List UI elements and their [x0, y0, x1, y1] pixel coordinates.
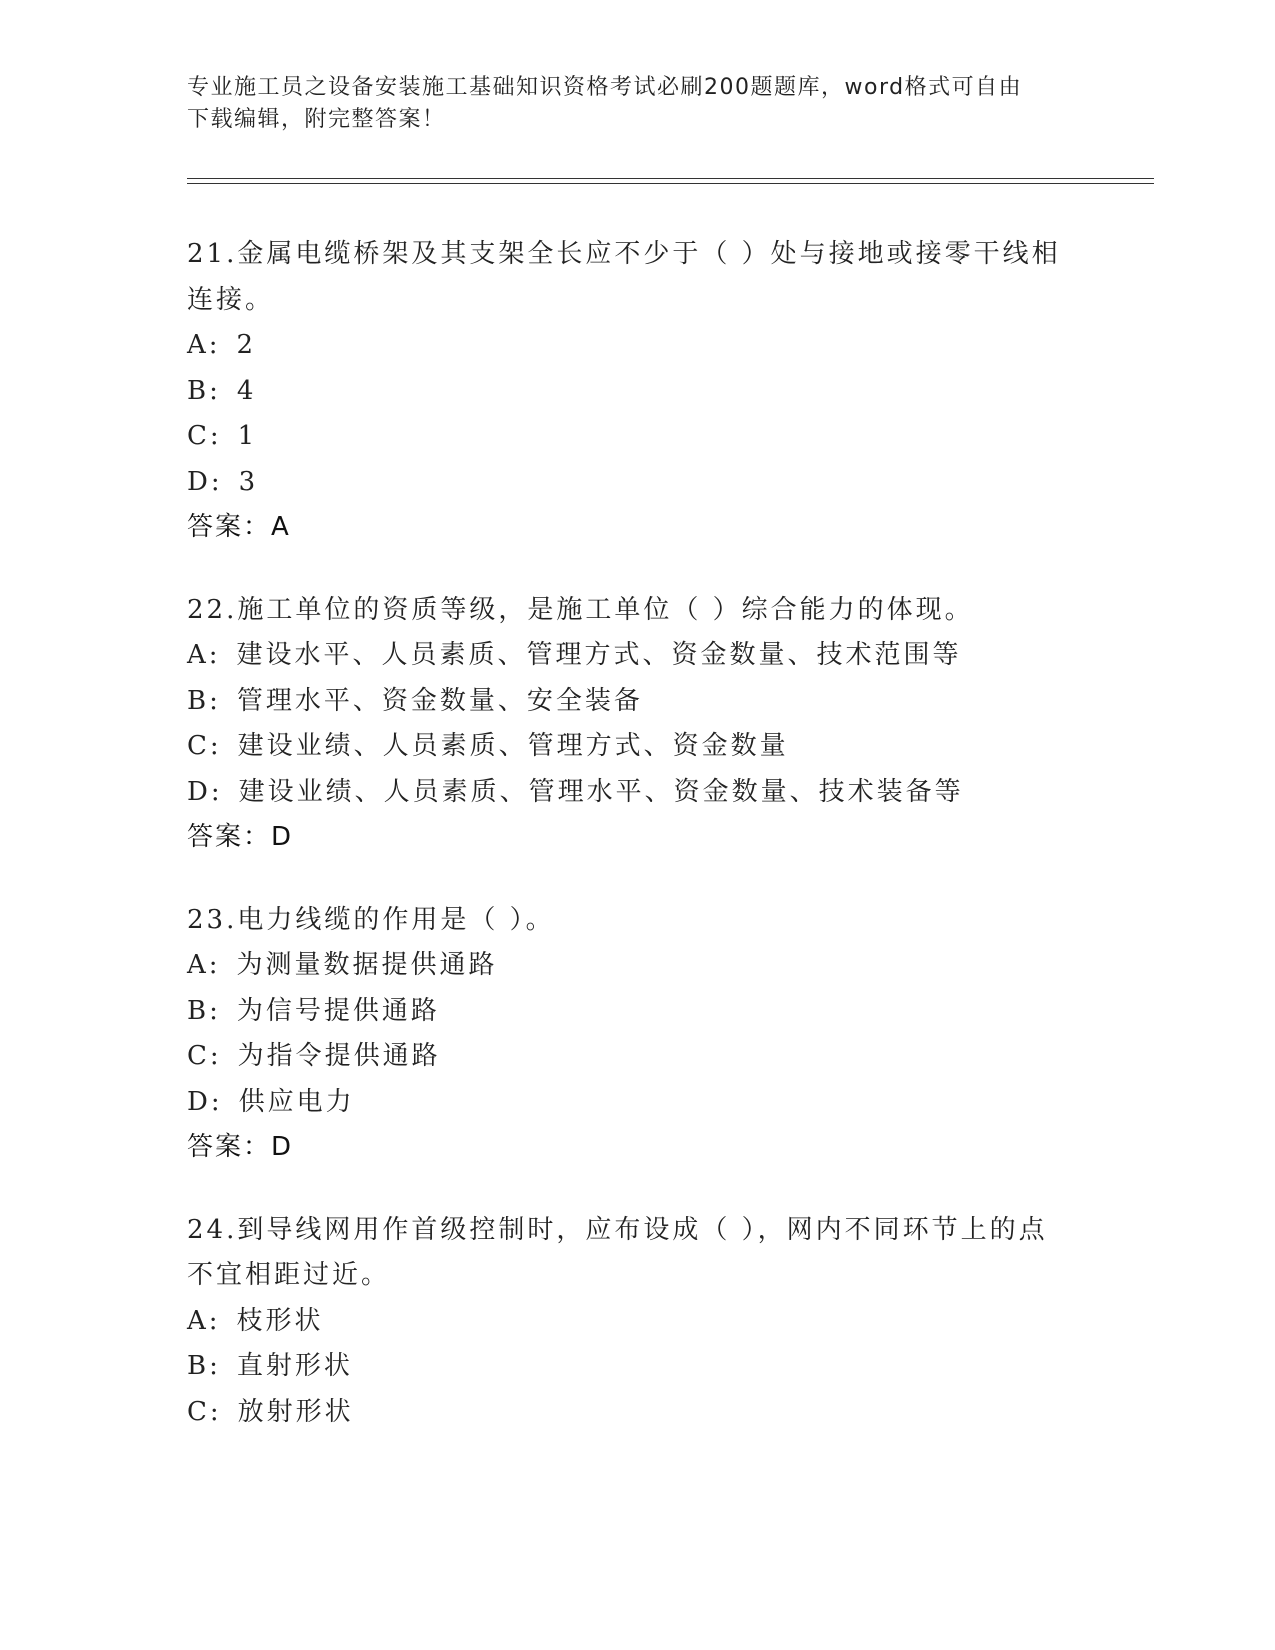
question-23: [187, 898, 1067, 1171]
question-stem-line: 24.到导线网用作首级控制时，应布设成（ ），网内不同环节上的点: [187, 1214, 1048, 1245]
option-text: 2: [236, 330, 257, 360]
option-letter: A:: [187, 1305, 221, 1336]
option-letter: C:: [187, 1396, 222, 1427]
option-text: 直射形状: [236, 1351, 353, 1381]
option-a: [187, 943, 1067, 989]
option-text: 为测量数据提供通路: [236, 950, 498, 980]
option-b: [187, 679, 1067, 725]
option-b: [187, 369, 1067, 415]
option-a: [187, 1299, 1067, 1345]
option-text: 为指令提供通路: [237, 1041, 441, 1071]
option-text: 枝形状: [236, 1305, 324, 1336]
question-list: [187, 232, 1067, 1472]
option-c: [187, 724, 1067, 770]
answer-label: 答案：D: [187, 1132, 294, 1162]
option-letter: C:: [187, 731, 222, 761]
question-stem-line: 21.金属电缆桥架及其支架全长应不少于（ ）处与接地或接零干线相: [187, 239, 1061, 269]
question-21: [187, 232, 1067, 551]
option-text: 建设水平、人员素质、管理方式、资金数量、技术范围等: [236, 640, 962, 670]
option-text: 1: [237, 421, 258, 451]
option-b: [187, 1344, 1067, 1390]
document-header: [187, 72, 1067, 136]
header-title-line-1: 专业施工员之设备安装施工基础知识资格考试必刷200题题库，word格式可自由: [187, 75, 1023, 100]
option-c: [187, 1390, 1067, 1436]
option-d: [187, 1080, 1067, 1126]
option-b: [187, 989, 1067, 1035]
question-stem-line: 不宜相距过近。: [187, 1260, 391, 1290]
option-c: [187, 1034, 1067, 1080]
answer-label: 答案：A: [187, 512, 291, 542]
question-22: [187, 588, 1067, 861]
option-a: [187, 323, 1067, 369]
option-letter: A:: [187, 330, 221, 360]
option-a: [187, 633, 1067, 679]
option-letter: C:: [187, 1041, 222, 1071]
option-d: [187, 770, 1067, 816]
option-d: [187, 460, 1067, 506]
option-text: 建设业绩、人员素质、管理水平、资金数量、技术装备等: [238, 776, 964, 807]
option-text: 建设业绩、人员素质、管理方式、资金数量: [237, 731, 789, 761]
question-stem-line: 23.电力线缆的作用是（ ）。: [187, 904, 555, 935]
option-letter: B:: [187, 685, 221, 716]
option-text: 管理水平、资金数量、安全装备: [236, 685, 643, 716]
header-title-line-2: 下载编辑，附完整答案！: [187, 107, 446, 132]
answer-label: 答案：D: [187, 822, 294, 852]
option-letter: B:: [187, 375, 221, 406]
option-text: 3: [238, 466, 259, 497]
option-letter: D:: [187, 466, 223, 497]
option-letter: D:: [187, 776, 223, 807]
option-letter: B:: [187, 1351, 221, 1381]
option-letter: A:: [187, 640, 221, 670]
option-c: [187, 414, 1067, 460]
option-letter: C:: [187, 421, 222, 451]
option-letter: A:: [187, 950, 221, 980]
question-stem-line: 连接。: [187, 284, 275, 315]
option-text: 4: [236, 375, 257, 406]
option-text: 供应电力: [238, 1086, 355, 1117]
header-divider-top: [187, 178, 1154, 179]
question-24: [187, 1208, 1067, 1436]
header-divider-bottom: [187, 183, 1154, 184]
option-text: 为信号提供通路: [236, 995, 440, 1026]
option-letter: D:: [187, 1086, 223, 1117]
question-stem-line: 22.施工单位的资质等级，是施工单位（ ）综合能力的体现。: [187, 594, 974, 625]
option-text: 放射形状: [237, 1396, 354, 1427]
option-letter: B:: [187, 995, 221, 1026]
